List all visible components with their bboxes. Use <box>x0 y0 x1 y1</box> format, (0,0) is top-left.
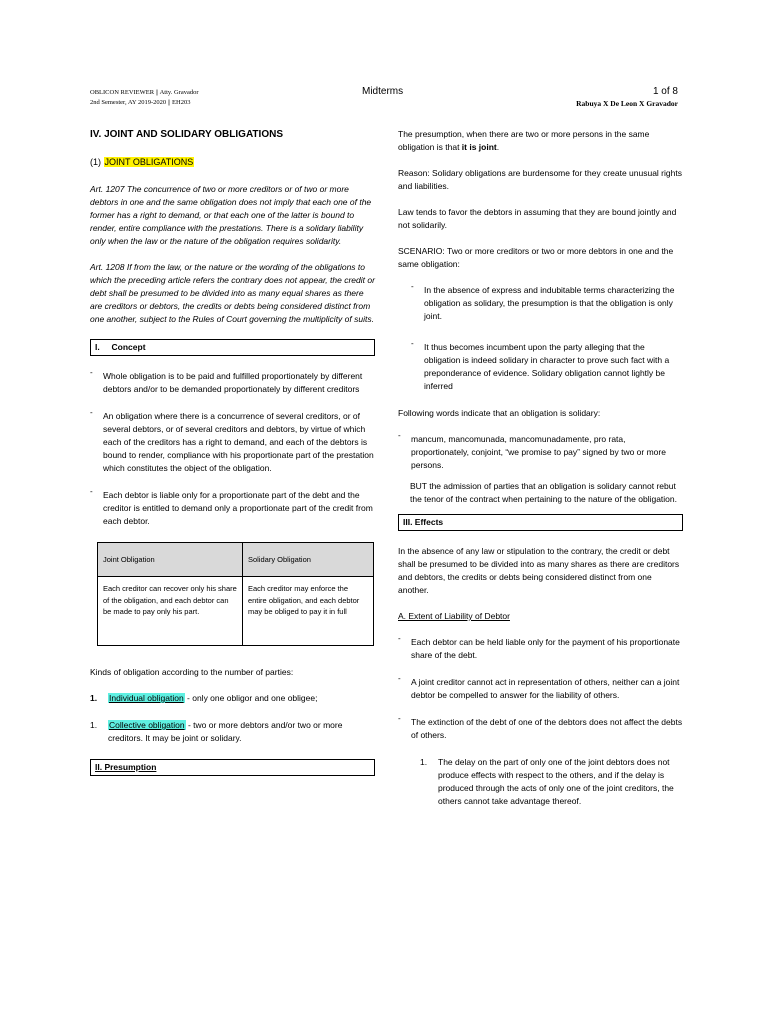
kind-item <box>90 692 375 705</box>
delay-item <box>420 756 683 808</box>
left-column <box>90 128 375 790</box>
presumption-bold: it is joint <box>461 142 497 152</box>
table-header-cell: Solidary Obligation <box>242 543 373 577</box>
reason-text: Reason: Solidary obligations are burdensome for they create unusual rights and liabilities. <box>398 168 682 191</box>
kind-desc: - two or more debtors and/or two or more creditors. It may be joint or solidary. <box>108 720 343 743</box>
effects-paragraph: In the absence of any law or stipulation to the contrary, the credit or debt shall be presumed to be divided into as many shares as there are creditors and debtors, the credits or debts being considered distinct from one another. <box>398 546 680 595</box>
article-label: Art. 1208 <box>90 262 125 272</box>
but-admission-text: BUT the admission of parties that an obligation is solidary cannot rebut the tenor of the contract when pertaining to the nature of the obligation. <box>410 481 677 504</box>
subsection-title <box>90 156 375 169</box>
law-tends-text: Law tends to favor the debtors in assuming that they are bound jointly and not solidarily. <box>398 207 677 230</box>
scenario-text: SCENARIO: Two or more creditors or two or more debtors in one and the same obligation: <box>398 246 674 269</box>
header-semester-line: 2nd Semester, AY 2019-2020 || EH203 <box>90 99 191 106</box>
subsection-highlight: JOINT OBLIGATIONS <box>104 157 194 167</box>
article-text: The concurrence of two or more creditors or of two or more debtors in one and the same obligation does not imply that each one of the former has a right to demand, or that each one of the latter is bound to render, entire compliance with the prestations. There is a solidary liability only when the law or the nature of the obligation requires solidarity. <box>90 184 372 246</box>
concept-heading-box: I. Concept <box>90 339 375 356</box>
presumption-heading-box: II. Presumption <box>90 759 375 776</box>
table-row <box>98 577 374 646</box>
article-label: Art. 1207 <box>90 184 125 194</box>
presumption-pre: The presumption, when there are two or more persons in the same obligation is that <box>398 129 650 152</box>
presumption-text <box>398 128 683 154</box>
concept-bullet: - An obligation where there is a concurrence of several creditors, or of several debtors, or of several creditors and debtors, by virtue of which each of the creditors has a right to demand, and each of the debtors is bound to render, compliance with his proportionate part of the prestation which constitutes the object of the obligation. <box>90 410 375 475</box>
header-exam-title: Midterms <box>362 86 404 97</box>
table-cell: Each creditor can recover only his share of the obligation, and each debtor can be made to pay only his part. <box>98 577 243 646</box>
effects-heading-box: III. Effects <box>398 514 683 531</box>
extent-liability-title: A. Extent of Liability of Debtor <box>398 611 510 621</box>
kind-desc: - only one obligor and one obligee; <box>184 693 318 703</box>
scenario-bullet: - It thus becomes incumbent upon the party alleging that the obligation is indeed solidary in character to prove such fact with a preponderance of evidence. Solidary obligation cannot lightly be inferred <box>411 341 683 393</box>
presumption-post: . <box>496 142 500 152</box>
scenario-bullet: - In the absence of express and indubitable terms characterizing the obligation as solidary, the presumption is that the obligation is only joint. <box>411 284 683 323</box>
extent-bullet: - A joint creditor cannot act in representation of others, neither can a joint debtor be compelled to answer for the liability of others. <box>398 676 683 702</box>
following-words-text: Following words indicate that an obligation is solidary: <box>398 408 601 418</box>
comparison-table <box>97 542 374 646</box>
kind-term: Collective obligation <box>109 720 185 730</box>
delay-number: 1. <box>420 757 428 767</box>
header-right <box>576 86 678 110</box>
concept-bullet: - Whole obligation is to be paid and fulfilled proportionately by different debtors and/or to be demanded proportionately by different creditors <box>90 370 375 396</box>
extent-bullet: - Each debtor can be held liable only for the payment of his proportionate share of the debt. <box>398 636 683 662</box>
solidary-words-bullet: - mancum, mancomunada, mancomunadamente, pro rata, proportionately, conjoint, “we promise to pay” signed by two or more persons. <box>398 433 683 472</box>
article-text: If from the law, or the nature or the wording of the obligations to which the preceding article refers the contrary does not appear, the credit or debt shall be presumed to be divided into as many equal shares as there are creditors or debtors, the credits or debts being considered distinct from one another, subject to the Rules of Court governing the multiplicity of suits. <box>90 262 375 324</box>
subsection-number: (1) <box>90 157 101 167</box>
table-header-cell: Joint Obligation <box>98 543 243 577</box>
article-1207 <box>90 183 375 248</box>
kind-item <box>90 719 375 745</box>
concept-bullet: - Each debtor is liable only for a proportionate part of the debt and the creditor is entitled to demand only a proportionate part of the credit from each debtor. <box>90 489 375 528</box>
right-column <box>398 128 683 822</box>
page-number: 1 of 8 <box>652 86 678 97</box>
section-title: IV. JOINT AND SOLIDARY OBLIGATIONS <box>90 129 283 140</box>
header-authors: Rabuya X De Leon X Gravador <box>576 99 678 108</box>
kind-term: Individual obligation <box>109 693 184 703</box>
article-1208 <box>90 261 375 326</box>
kinds-intro: Kinds of obligation according to the number of parties: <box>90 667 294 677</box>
kind-number: 1. <box>90 693 98 703</box>
extent-bullet: - The extinction of the debt of one of the debtors does not affect the debts of others. <box>398 716 683 742</box>
delay-text: The delay on the part of only one of the joint debtors does not produce effects with respect to the others, and if the delay is produced through the acts of only one of the joint creditors, the others cannot take advantage thereof. <box>438 757 674 806</box>
table-cell: Each creditor may enforce the entire obligation, and each debtor may be obliged to pay it in full <box>242 577 373 646</box>
header-course-line: OBLICON REVIEWER || Atty. Gravador <box>90 89 199 96</box>
kind-number: 1. <box>90 720 98 730</box>
table-header-row <box>98 543 374 577</box>
header-course-info <box>90 88 199 108</box>
